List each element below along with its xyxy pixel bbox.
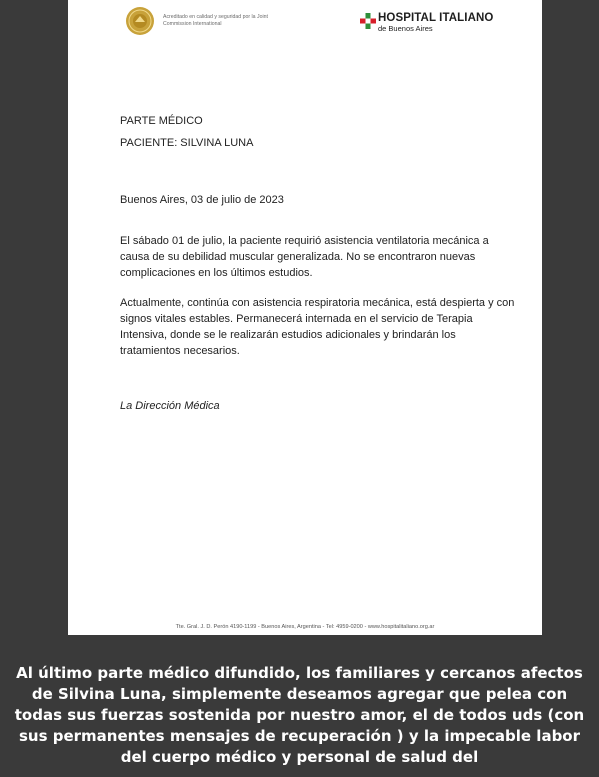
paragraph-2: Actualmente, continúa con asistencia respiratoria mecánica, está despierta y con signos vitales estables. Permanecerá internada en el servicio de Terapia Intensiva, donde se le realizarán estudios adicionales y brindarán los tratamientos necesarios.: [120, 297, 515, 357]
report-title: PARTE MÉDICO: [120, 115, 203, 127]
caption-text: Al último parte médico difundido, los familiares y cercanos afectos de Silvina Luna, simplemente deseamos agregar que pelea con todas sus fuerzas sostenida por nuestro amor, el de todos uds (con sus permanentes mensajes de recuperación ) y la impecable labor del cuerpo médico y personal de salud del: [14, 664, 585, 766]
green-red-cross-icon: [360, 13, 376, 29]
signature: La Dirección Médica: [120, 400, 220, 412]
hospital-name: HOSPITAL ITALIANO: [378, 12, 494, 24]
dateline: Buenos Aires, 03 de julio de 2023: [120, 194, 284, 206]
gold-seal-icon: [125, 6, 155, 36]
patient-name: PACIENTE: SILVINA LUNA: [120, 137, 254, 149]
hospital-city: de Buenos Aires: [378, 24, 433, 33]
medical-report-page: [68, 0, 542, 635]
letterhead: [68, 0, 542, 50]
paragraph-1: El sábado 01 de julio, la paciente requirió asistencia ventilatoria mecánica a causa de su debilidad muscular generalizada. No se encontraron nuevas complicaciones en los últimos estudios.: [120, 235, 489, 279]
footer-address: Tte. Gral. J. D. Perón 4190-1199 - Buenos Aires, Argentina - Tel: 4959-0200 - www.hospitalitaliano.org.ar: [175, 624, 435, 630]
accreditation-text: Acreditado en calidad y seguridad por la Joint Commission International: [163, 14, 268, 27]
